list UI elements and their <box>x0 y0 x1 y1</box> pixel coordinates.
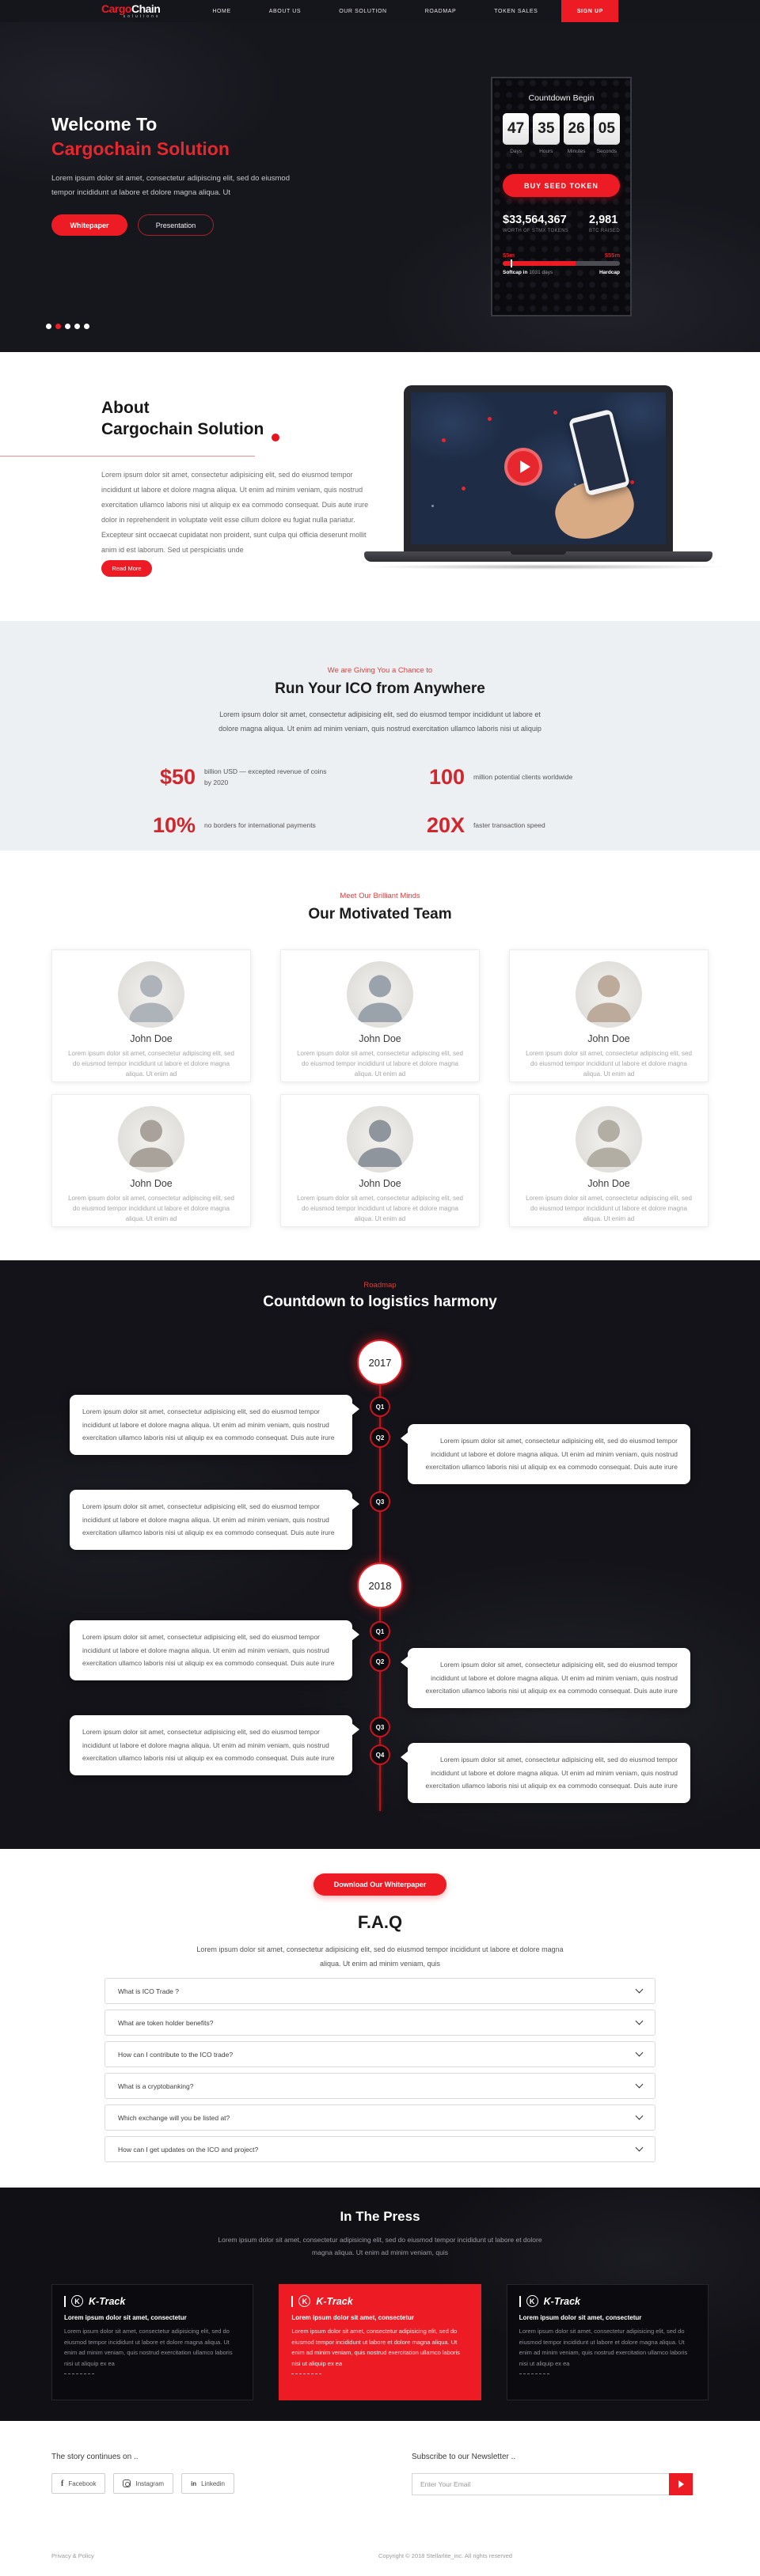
faq-item[interactable]: What is ICO Trade ? <box>104 1978 656 2004</box>
chevron-down-icon <box>636 2144 644 2152</box>
countdown-seconds-label: Seconds <box>596 149 618 154</box>
timeline-marker-q2: Q2 <box>370 1427 390 1448</box>
laptop-base <box>364 551 712 562</box>
brand-tagline: solutions <box>123 14 161 19</box>
member-photo <box>347 961 413 1028</box>
logo-divider <box>519 2296 521 2307</box>
press-card-highlighted: K K-Track Lorem ipsum dolor sit amet, consectetur Lorem ipsum dolor sit amet, consectetur adipisicing elit, sed do eiusmod tempor incididunt ut labore et dolore magna aliqua. Ut enim ad minim veniam, quis nostrud exercitation ullamco laboris nisi ut aliquip ex ea <box>279 2284 481 2400</box>
team-grid <box>51 949 709 1227</box>
countdown-days-label: Days <box>510 149 522 154</box>
press-card: K K-Track Lorem ipsum dolor sit amet, consectetur Lorem ipsum dolor sit amet, consectetur adipisicing elit, sed do eiusmod tempor incididunt ut labore et dolore magna aliqua. Ut enim ad minim veniam, quis nostrud exercitation ullamco laboris nisi ut aliquip ex ea <box>51 2284 253 2400</box>
chevron-down-icon <box>636 2081 644 2089</box>
carousel-dot-active[interactable] <box>55 324 61 329</box>
team-member-card <box>280 949 480 1082</box>
map-dot <box>462 487 466 491</box>
chevron-down-icon <box>636 2049 644 2057</box>
timeline-marker-q2: Q2 <box>370 1651 390 1672</box>
member-name: John Doe <box>587 1033 630 1044</box>
team-member-card <box>509 1094 709 1227</box>
faq-title: F.A.Q <box>357 1912 403 1932</box>
hardcap-amount-label: $55m <box>604 252 620 259</box>
team-title: Our Motivated Team <box>308 906 452 922</box>
brand-name-left: Cargo <box>101 2 131 15</box>
countdown-seconds-value: 05 <box>594 113 620 145</box>
timeline-marker-q1: Q1 <box>370 1396 390 1417</box>
countdown-hours-label: Hours <box>539 149 553 154</box>
team-member-card <box>509 949 709 1082</box>
k-track-icon: K <box>298 2295 310 2307</box>
faq-item[interactable]: How can I contribute to the ICO trade? <box>104 2041 656 2067</box>
countdown-card <box>491 77 632 316</box>
timeline-entry: Lorem ipsum dolor sit amet, consectetur adipisicing elit, sed do eiusmod tempor incididunt ut labore et dolore magna aliqua. Ut enim ad minim veniam, quis nostrud exercitation ullamco laboris nisi ut aliquip ex ea commodo consequat. Duis aute irure <box>70 1620 352 1680</box>
member-bio: Lorem ipsum dolor sit amet, consectetur adipiscing elit, sed do eiusmod tempor incididunt ut labore et dolore magna aliqua. Ut enim ad <box>297 1050 463 1078</box>
faq-item[interactable]: How can I get updates on the ICO and project? <box>104 2136 656 2162</box>
footer-subscribe-title: Subscribe to our Newsletter .. <box>412 2453 516 2461</box>
nav-roadmap[interactable]: ROADMAP <box>424 8 457 14</box>
worth-label: WORTH OF STMX TOKENS <box>503 229 569 233</box>
worth-value: $33,564,367 <box>503 214 567 226</box>
arrow-right-icon <box>678 2480 684 2488</box>
member-name: John Doe <box>130 1178 173 1189</box>
timeline-marker-q3: Q3 <box>370 1491 390 1512</box>
play-icon <box>520 460 530 473</box>
member-photo <box>576 961 642 1028</box>
countdown-hours-value: 35 <box>533 113 559 145</box>
carousel-dot[interactable] <box>46 324 51 329</box>
ico-stats <box>135 765 633 838</box>
stat-revenue: $50 billion USD — excepted revenue of coins by 2020 <box>159 765 327 789</box>
roadmap-subtitle: Roadmap <box>363 1281 397 1290</box>
member-photo <box>118 1106 184 1172</box>
privacy-link[interactable]: Privacy & Policy <box>51 2552 94 2559</box>
faq-accordion <box>104 1978 656 2168</box>
laptop-illustration <box>364 385 712 570</box>
member-bio: Lorem ipsum dolor sit amet, consectetur adipiscing elit, sed do eiusmod tempor incididunt ut labore et dolore magna aliqua. Ut enim ad <box>297 1195 463 1223</box>
progress-bar <box>503 261 620 266</box>
dashed-line <box>291 2373 321 2374</box>
member-bio: Lorem ipsum dolor sit amet, consectetur adipiscing elit, sed do eiusmod tempor incididunt ut labore et dolore magna aliqua. Ut enim ad <box>68 1195 234 1223</box>
timeline-entry: Lorem ipsum dolor sit amet, consectetur adipisicing elit, sed do eiusmod tempor incididunt ut labore et dolore magna aliqua. Ut enim ad minim veniam, quis nostrud exercitation ullamco laboris nisi ut aliquip ex ea commodo consequat. Duis aute irure <box>70 1490 352 1550</box>
read-more-button[interactable]: Read More <box>101 560 152 577</box>
carousel-dot[interactable] <box>65 324 70 329</box>
timeline-entry: Lorem ipsum dolor sit amet, consectetur adipisicing elit, sed do eiusmod tempor incididunt ut labore et dolore magna aliqua. Ut enim ad minim veniam, quis nostrud exercitation ullamco laboris nisi ut aliquip ex ea commodo consequat. Duis aute irure <box>70 1715 352 1775</box>
member-photo <box>576 1106 642 1172</box>
about-title: About Cargochain Solution <box>101 399 264 438</box>
brand-logo[interactable] <box>101 3 160 19</box>
member-photo <box>347 1106 413 1172</box>
carousel-dots <box>46 324 89 329</box>
timeline-entry: Lorem ipsum dolor sit amet, consectetur adipisicing elit, sed do eiusmod tempor incididunt ut labore et dolore magna aliqua. Ut enim ad minim veniam, quis nostrud exercitation ullamco laboris nisi ut aliquip ex ea commodo consequat. Duis aute irure <box>70 1395 352 1455</box>
btc-raised-value: 2,981 <box>588 214 618 226</box>
member-photo <box>118 961 184 1028</box>
progress-marker <box>511 259 512 267</box>
top-navbar <box>0 0 760 22</box>
copyright-text: Copyright © 2018 Stellarlite_inc. All rights reserved <box>378 2552 512 2559</box>
newsletter-form <box>412 2473 693 2495</box>
carousel-dot[interactable] <box>74 324 80 329</box>
stat-clients: 100 million potential clients worldwide <box>428 765 573 789</box>
nav-about-us[interactable]: ABOUT US <box>268 8 302 14</box>
newsletter-email-input[interactable] <box>412 2473 669 2495</box>
hero-title-line2: Cargochain Solution <box>51 138 230 159</box>
member-bio: Lorem ipsum dolor sit amet, consectetur adipiscing elit, sed do eiusmod tempor incididunt ut labore et dolore magna aliqua. Ut enim ad <box>526 1195 692 1223</box>
laptop-screen <box>404 385 673 551</box>
k-track-icon: K <box>526 2295 538 2307</box>
team-member-card <box>51 949 251 1082</box>
presentation-button[interactable]: Presentation <box>138 214 214 236</box>
timeline-year-2017: 2017 <box>357 1339 403 1385</box>
timeline-marker-q4: Q4 <box>370 1744 390 1765</box>
play-button[interactable] <box>504 448 542 486</box>
download-whitepaper-button[interactable]: Download Our Whiterpaper <box>314 1873 446 1896</box>
countdown-minutes-value: 26 <box>564 113 590 145</box>
k-track-icon: K <box>71 2295 83 2307</box>
map-dot <box>431 505 434 507</box>
map-dot <box>630 480 634 484</box>
stat-borders: 10% no borders for international payments <box>152 813 316 837</box>
raise-progress <box>503 252 620 275</box>
press-section <box>0 2188 760 2421</box>
hardcap-text: Hardcap <box>598 270 620 275</box>
map-dot <box>442 438 446 442</box>
ico-section <box>0 621 760 850</box>
ico-title: Run Your ICO from Anywhere <box>275 680 485 697</box>
timeline-marker-q3: Q3 <box>370 1717 390 1737</box>
countdown-minutes-label: Minutes <box>567 149 586 154</box>
map-dot <box>553 411 557 415</box>
linkedin-icon: in <box>191 2479 197 2487</box>
stat-speed: 20X faster transaction speed <box>426 813 545 837</box>
faq-item[interactable]: What is a cryptobanking? <box>104 2073 656 2099</box>
laptop-shadow <box>364 564 728 570</box>
ico-paragraph: Lorem ipsum dolor sit amet, consectetur adipisicing elit, sed do eiusmod tempor incididunt ut labore et dolore magna aliqua. Ut enim ad minim veniam, quis nostrud exercitation ullamco laboris nisi ut aliquip <box>218 710 542 733</box>
social-buttons <box>51 2473 234 2494</box>
footer-section <box>0 2421 760 2576</box>
brand-name-right: Chain <box>131 2 161 15</box>
member-bio: Lorem ipsum dolor sit amet, consectetur adipiscing elit, sed do eiusmod tempor incididunt ut labore et dolore magna aliqua. Ut enim ad <box>68 1050 234 1078</box>
faq-item[interactable]: What are token holder benefits? <box>104 2010 656 2036</box>
timeline-marker-q1: Q1 <box>370 1621 390 1642</box>
team-member-card <box>51 1094 251 1227</box>
linkedin-button[interactable]: in Linkedin <box>181 2473 234 2494</box>
timeline-entry: Lorem ipsum dolor sit amet, consectetur adipisicing elit, sed do eiusmod tempor incididunt ut labore et dolore magna aliqua. Ut enim ad minim veniam, quis nostrud exercitation ullamco laboris nisi ut aliquip ex ea commodo consequat. Duis aute irure <box>408 1424 690 1484</box>
chevron-down-icon <box>636 2112 644 2120</box>
nav-our-solution[interactable]: OUR SOLUTION <box>339 8 387 14</box>
press-cards <box>51 2284 709 2400</box>
press-paragraph: Lorem ipsum dolor sit amet, consectetur adipisicing elit, sed do eiusmod tempor incididunt ut labore et dolore magna aliqua. Ut enim ad minim veniam, quis <box>218 2236 542 2257</box>
map-dot <box>488 417 492 421</box>
press-card: K K-Track Lorem ipsum dolor sit amet, consectetur Lorem ipsum dolor sit amet, consectetur adipisicing elit, sed do eiusmod tempor incididunt ut labore et dolore magna aliqua. Ut enim ad minim veniam, quis nostrud exercitation ullamco laboris nisi ut aliquip ex ea <box>507 2284 709 2400</box>
carousel-dot[interactable] <box>84 324 89 329</box>
softcap-amount-label: $5m <box>503 252 515 259</box>
chevron-down-icon <box>636 2017 644 2025</box>
member-name: John Doe <box>587 1178 630 1189</box>
signup-button[interactable]: SIGN UP <box>561 0 618 22</box>
chevron-down-icon <box>636 1986 644 1994</box>
logo-divider <box>291 2296 293 2307</box>
timeline-entry: Lorem ipsum dolor sit amet, consectetur adipisicing elit, sed do eiusmod tempor incididunt ut labore et dolore magna aliqua. Ut enim ad minim veniam, quis nostrud exercitation ullamco laboris nisi ut aliquip ex ea commodo consequat. Duis aute irure <box>408 1743 690 1803</box>
press-title: In The Press <box>340 2209 420 2224</box>
about-section <box>0 352 760 621</box>
main-nav <box>193 0 557 22</box>
member-name: John Doe <box>130 1033 173 1044</box>
hero-paragraph: Lorem ipsum dolor sit amet, consectetur adipiscing elit, sed do eiusmod tempor incididunt ut labore et dolore magna aliqua. Ut <box>51 174 290 197</box>
footer-story-title: The story continues on .. <box>51 2453 139 2461</box>
newsletter-submit-button[interactable] <box>669 2473 693 2495</box>
btc-raised-label: BTC RAISED <box>588 229 620 233</box>
dashed-line <box>64 2373 94 2374</box>
timeline-entry: Lorem ipsum dolor sit amet, consectetur adipisicing elit, sed do eiusmod tempor incididunt ut labore et dolore magna aliqua. Ut enim ad minim veniam, quis nostrud exercitation ullamco laboris nisi ut aliquip ex ea commodo consequat. Duis aute irure <box>408 1648 690 1708</box>
nav-home[interactable]: HOME <box>212 8 231 14</box>
whitepaper-button[interactable]: Whitepaper <box>51 214 127 236</box>
instagram-button[interactable]: Instagram <box>113 2473 173 2494</box>
hero-section <box>0 22 760 352</box>
roadmap-section <box>0 1260 760 1849</box>
countdown-title: Countdown Begin <box>528 93 595 103</box>
dashed-line <box>519 2373 549 2374</box>
member-bio: Lorem ipsum dolor sit amet, consectetur adipiscing elit, sed do eiusmod tempor incididunt ut labore et dolore magna aliqua. Ut enim ad <box>526 1050 692 1078</box>
team-section <box>0 850 760 1260</box>
team-subtitle: Meet Our Brilliant Minds <box>340 892 420 900</box>
facebook-icon: f <box>61 2479 64 2488</box>
faq-paragraph: Lorem ipsum dolor sit amet, consectetur adipisicing elit, sed do eiusmod tempor incididunt ut labore et dolore magna aliqua. Ut enim ad minim veniam, quis <box>196 1945 564 1968</box>
map-landmass <box>411 392 506 464</box>
member-name: John Doe <box>359 1178 401 1189</box>
faq-section <box>0 1849 760 2188</box>
roadmap-title: Countdown to logistics harmony <box>263 1294 497 1310</box>
ico-subtitle: We are Giving You a Chance to <box>327 666 433 675</box>
countdown-days-value: 47 <box>503 113 529 145</box>
nav-token-sales[interactable]: TOKEN SALES <box>494 8 538 14</box>
timeline-year-2018: 2018 <box>357 1563 403 1608</box>
team-member-card <box>280 1094 480 1227</box>
about-paragraph: Lorem ipsum dolor sit amet, consectetur adipisicing elit, sed do eiusmod tempor incididunt ut labore et dolore magna aliqua. Ut enim ad minim veniam, quis nostrud exercitation ullamco laboris nisi ut aliquip ex ea commodo consequat. Duis aute irure dolor in reprehenderit in voluptate velit esse cillum dolore eu fugiat nulla pariatur. Excepteur sint occaecat cupidatat non proident, sunt culpa qui officia deserunt mollit anim id est laborum. Sed ut perspiciatis unde <box>101 471 369 555</box>
softcap-text: Softcap in 1031 days <box>503 270 553 275</box>
hero-title-line1: Welcome To <box>51 114 158 134</box>
member-name: John Doe <box>359 1033 401 1044</box>
logo-divider <box>64 2296 66 2307</box>
instagram-icon <box>123 2479 131 2487</box>
facebook-button[interactable]: f Facebook <box>51 2473 105 2494</box>
buy-seed-token-button[interactable]: BUY SEED TOKEN <box>503 174 620 197</box>
world-map-graphic <box>411 392 666 544</box>
faq-item[interactable]: Which exchange will you be listed at? <box>104 2104 656 2131</box>
red-dot-ornament <box>272 434 279 441</box>
progress-fill <box>503 261 576 266</box>
